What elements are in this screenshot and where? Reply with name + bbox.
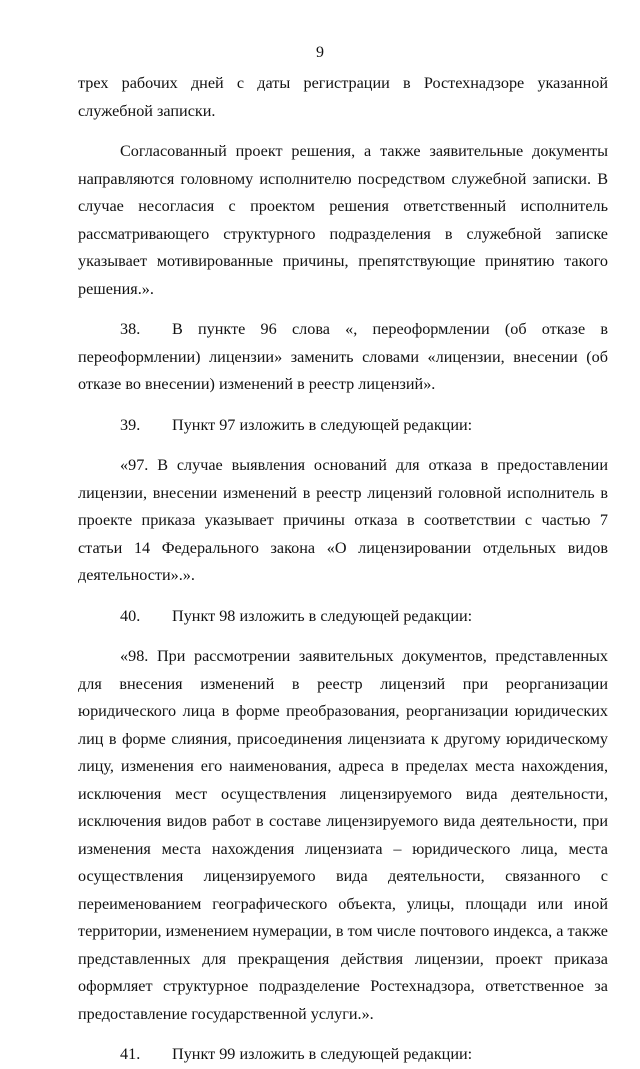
item-39 — [78, 412, 608, 440]
item-number: 41. — [120, 1045, 141, 1063]
item-41 — [78, 1041, 608, 1069]
item-text: Пункт 99 изложить в следующей редакции: — [172, 1045, 473, 1063]
page-number: 9 — [316, 44, 324, 61]
item-40 — [78, 603, 608, 631]
paragraph-approval: Согласованный проект решения, а также заявительные документы направляются головному исполнителю посредством служебной записки. В случае несогласия с проектом решения ответственный исполнитель рассматривающего структурного подразделения в служебной записке указывает мотивированные причины, препятствующие принятию такого решения.». — [78, 142, 608, 298]
item-number: 38. — [120, 320, 141, 338]
item-text: Пункт 98 изложить в следующей редакции: — [172, 606, 473, 625]
quoted-paragraph-97: «97. В случае выявления оснований для отказа в предоставлении лицензии, внесении изменений в реестр лицензий головной исполнитель в проекте приказа указывает причины отказа в соответствии с частью 7 статьи 14 Федерального закона «О лицензировании отдельных видов деятельности».». — [78, 456, 608, 584]
quoted-paragraph-98: «98. При рассмотрении заявительных документов, представленных для внесения изменений в реестр лицензий при реорганизации юридического лица в форме преобразования, реорганизации юридических лиц в форме слияния, присоединения лицензиата к другому юридическому лицу, изменения его наименования, адреса в пределах места нахождения, исключения мест осуществления лицензируемого вида деятельности, исключения видов работ в составе лицензируемого вида деятельности, при изменения места нахождения лицензиата – юридического лица, места осуществления лицензируемого вида деятельности, связанного с переименованием географического объекта, улицы, площади или иной территории, изменением нумерации, в том числе почтового индекса, а также представленных для прекращения действия лицензии, проект приказа оформляет структурное подразделение Ростехнадзора, ответственное за предоставление государственной услуги.». — [78, 647, 608, 1023]
item-number: 40. — [120, 606, 141, 625]
item-text: Пункт 97 изложить в следующей редакции: — [172, 415, 473, 434]
item-number: 39. — [120, 415, 141, 434]
document-body — [78, 70, 608, 1069]
item-38 — [78, 316, 608, 399]
paragraph-continuation: трех рабочих дней с даты регистрации в Ростехнадзоре указанной служебной записки. — [78, 74, 608, 120]
item-text: В пункте 96 слова «, переоформлении (об отказе в переоформлении) лицензии» заменить словами «лицензии, внесении (об отказе во внесении) изменений в реестр лицензий». — [78, 320, 608, 393]
